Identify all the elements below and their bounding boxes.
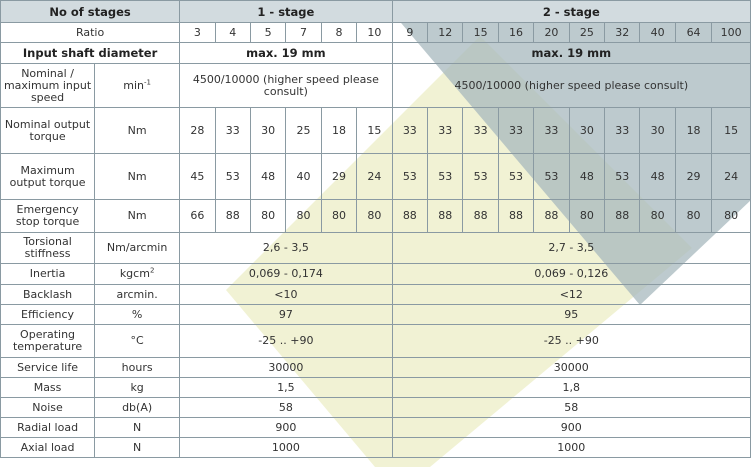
input-speed-unit [95,64,180,108]
max-torque-stage2-value: 53 [605,154,640,200]
input-speed-stage2: 4500/10000 (higher speed please consult) [392,64,750,108]
max-torque-stage2-value: 48 [640,154,675,200]
inertia-stage2-value: 0,069 - 0,126 [392,264,750,285]
emergency-torque-stage2-value: 80 [712,200,751,233]
mass-label: Mass [1,378,95,398]
max-torque-stage2-value: 53 [463,154,498,200]
ratio-stage1-value: 10 [357,23,392,43]
input-shaft-stage1: max. 19 mm [180,43,392,64]
inertia-row [1,264,751,285]
nominal-torque-stage1-value: 15 [357,108,392,154]
spec-table-body [1,1,751,458]
ratio-stage1-value: 3 [180,23,215,43]
radial-unit [95,418,180,438]
emergency-torque-stage2-value: 80 [569,200,604,233]
efficiency-unit-base: % [131,307,143,321]
nominal-torque-stage2-value: 15 [712,108,751,154]
temperature-unit-base: °C [130,334,144,347]
max-torque-stage2-value: 29 [675,154,711,200]
efficiency-stage1-value: 97 [180,305,392,325]
noise-stage2-value: 58 [392,398,750,418]
temperature-label: Operating temperature [1,325,95,358]
max-torque-stage2-value: 53 [428,154,463,200]
noise-unit-base: db(A) [122,400,153,414]
nominal-torque-stage2-value: 33 [534,108,569,154]
emergency-torque-stage1-value: 88 [215,200,250,233]
inertia-unit-sup: 2 [149,266,155,275]
axial-label: Axial load [1,438,95,458]
torsional-label: Torsional stiffness [1,233,95,264]
max-torque-label: Maximum output torque [1,154,95,200]
emergency-torque-stage2-value: 80 [675,200,711,233]
nominal-torque-stage1-value: 25 [286,108,321,154]
service-stage2-value: 30000 [392,358,750,378]
noise-row [1,398,751,418]
axial-stage2-value: 1000 [392,438,750,458]
axial-unit-base: N [133,440,142,454]
input-shaft-row [1,43,751,64]
ratio-row [1,23,751,43]
radial-stage1-value: 900 [180,418,392,438]
nominal-torque-row [1,108,751,154]
service-stage1-value: 30000 [180,358,392,378]
emergency-torque-row [1,200,751,233]
torsional-unit [95,233,180,264]
emergency-torque-stage2-value: 88 [534,200,569,233]
emergency-torque-unit: Nm [95,200,180,233]
temperature-row [1,325,751,358]
input-speed-unit-sup: -1 [144,77,151,86]
max-torque-stage2-value: 53 [534,154,569,200]
stage2-header: 2 - stage [392,1,750,23]
emergency-torque-stage1-value: 80 [321,200,356,233]
input-speed-row [1,64,751,108]
mass-stage2-value: 1,8 [392,378,750,398]
max-torque-stage2-value: 48 [569,154,604,200]
ratio-stage1-value: 7 [286,23,321,43]
emergency-torque-stage2-value: 88 [392,200,427,233]
ratio-label: Ratio [1,23,180,43]
stages-header: No of stages [1,1,180,23]
torsional-unit-base: Nm/arcmin [106,241,168,254]
nominal-torque-stage2-value: 18 [675,108,711,154]
input-shaft-label: Input shaft diameter [1,43,180,64]
nominal-torque-unit: Nm [95,108,180,154]
ratio-stage1-value: 5 [250,23,285,43]
mass-unit-base: kg [130,380,144,394]
max-torque-stage2-value: 53 [498,154,533,200]
nominal-torque-stage1-value: 18 [321,108,356,154]
mass-stage1-value: 1,5 [180,378,392,398]
torsional-stage2-value: 2,7 - 3,5 [392,233,750,264]
nominal-torque-stage2-value: 33 [428,108,463,154]
efficiency-unit [95,305,180,325]
torsional-row [1,233,751,264]
max-torque-unit: Nm [95,154,180,200]
efficiency-stage2-value: 95 [392,305,750,325]
service-unit-base: hours [121,360,153,374]
ratio-stage1-value: 4 [215,23,250,43]
emergency-torque-stage2-value: 80 [640,200,675,233]
inertia-stage1-value: 0,069 - 0,174 [180,264,392,285]
nominal-torque-stage2-value: 33 [463,108,498,154]
torsional-stage1-value: 2,6 - 3,5 [180,233,392,264]
ratio-stage2-value: 15 [463,23,498,43]
stage1-header: 1 - stage [180,1,392,23]
max-torque-row [1,154,751,200]
service-label: Service life [1,358,95,378]
backlash-label: Backlash [1,285,95,305]
nominal-torque-stage2-value: 33 [498,108,533,154]
backlash-unit-base: arcmin. [116,287,158,301]
input-speed-unit-base: min [123,78,144,92]
backlash-unit [95,285,180,305]
max-torque-stage1-value: 29 [321,154,356,200]
emergency-torque-stage2-value: 88 [463,200,498,233]
inertia-unit-base: kgcm [119,267,150,280]
service-unit [95,358,180,378]
noise-label: Noise [1,398,95,418]
emergency-torque-label: Emergency stop torque [1,200,95,233]
temperature-unit [95,325,180,358]
emergency-torque-stage1-value: 66 [180,200,215,233]
max-torque-stage1-value: 53 [215,154,250,200]
noise-stage1-value: 58 [180,398,392,418]
input-speed-stage1: 4500/10000 (higher speed please consult) [180,64,392,108]
axial-unit [95,438,180,458]
emergency-torque-stage2-value: 88 [605,200,640,233]
efficiency-label: Efficiency [1,305,95,325]
max-torque-stage1-value: 40 [286,154,321,200]
radial-stage2-value: 900 [392,418,750,438]
ratio-stage2-value: 32 [605,23,640,43]
service-row [1,358,751,378]
emergency-torque-stage1-value: 80 [357,200,392,233]
ratio-stage2-value: 12 [428,23,463,43]
max-torque-stage1-value: 45 [180,154,215,200]
ratio-stage2-value: 64 [675,23,711,43]
backlash-row [1,285,751,305]
backlash-stage1-value: <10 [180,285,392,305]
axial-row [1,438,751,458]
emergency-torque-stage2-value: 88 [428,200,463,233]
backlash-stage2-value: <12 [392,285,750,305]
mass-row [1,378,751,398]
noise-unit [95,398,180,418]
nominal-torque-label: Nominal output torque [1,108,95,154]
nominal-torque-stage1-value: 33 [215,108,250,154]
radial-label: Radial load [1,418,95,438]
mass-unit [95,378,180,398]
max-torque-stage1-value: 48 [250,154,285,200]
max-torque-stage1-value: 24 [357,154,392,200]
emergency-torque-stage1-value: 80 [250,200,285,233]
emergency-torque-stage1-value: 80 [286,200,321,233]
ratio-stage2-value: 16 [498,23,533,43]
nominal-torque-stage2-value: 30 [569,108,604,154]
max-torque-stage2-value: 24 [712,154,751,200]
nominal-torque-stage2-value: 30 [640,108,675,154]
ratio-stage2-value: 9 [392,23,427,43]
ratio-stage2-value: 20 [534,23,569,43]
radial-row [1,418,751,438]
radial-unit-base: N [133,420,142,434]
input-shaft-stage2: max. 19 mm [392,43,750,64]
emergency-torque-stage2-value: 88 [498,200,533,233]
temperature-stage1-value: -25 .. +90 [180,325,392,358]
temperature-stage2-value: -25 .. +90 [392,325,750,358]
ratio-stage2-value: 100 [712,23,751,43]
input-speed-label: Nominal / maximum input speed [1,64,95,108]
nominal-torque-stage1-value: 28 [180,108,215,154]
inertia-label: Inertia [1,264,95,285]
nominal-torque-stage2-value: 33 [392,108,427,154]
ratio-stage2-value: 25 [569,23,604,43]
nominal-torque-stage2-value: 33 [605,108,640,154]
ratio-stage2-value: 40 [640,23,675,43]
axial-stage1-value: 1000 [180,438,392,458]
ratio-stage1-value: 8 [321,23,356,43]
inertia-unit [95,264,180,285]
nominal-torque-stage1-value: 30 [250,108,285,154]
stages-row [1,1,751,23]
max-torque-stage2-value: 53 [392,154,427,200]
efficiency-row [1,305,751,325]
